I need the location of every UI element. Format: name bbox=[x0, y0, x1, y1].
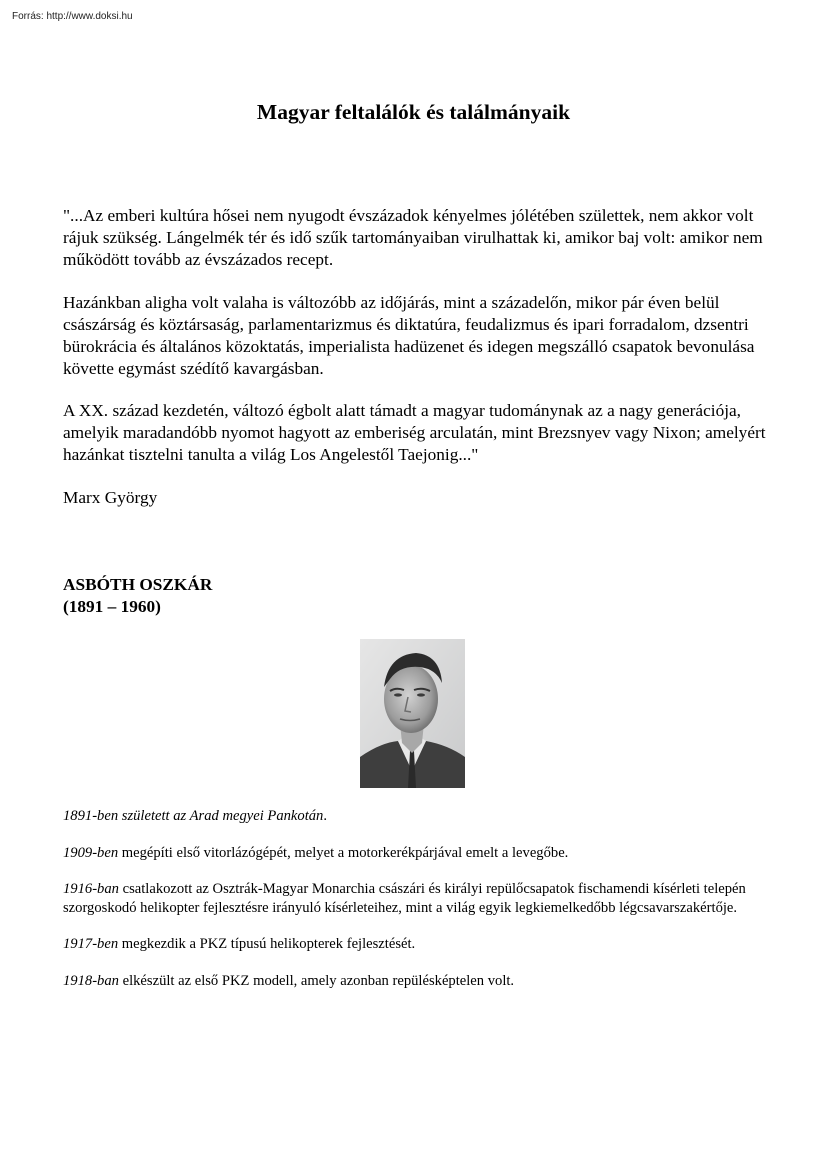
timeline-entry bbox=[63, 880, 763, 917]
portrait-photo-icon bbox=[360, 639, 465, 788]
inventor-portrait bbox=[360, 639, 465, 788]
inventor-timeline bbox=[63, 807, 763, 1008]
timeline-entry bbox=[63, 807, 763, 826]
timeline-year: 1909-ben bbox=[63, 844, 119, 861]
opening-quote bbox=[63, 205, 775, 529]
timeline-text: . bbox=[323, 808, 327, 824]
quote-paragraph: Hazánkban aligha volt valaha is változóbb az időjárás, mint a századelőn, mikor pár éven belül császárság és köztársaság, parlamentarizmus és diktatúra, feudalizmus és ipari forradalom, dzsentri bürokrácia és általános közoktatás, imperialista hadüzenet és idegen megszálló csapatok bevonulása követte egymást szédítő kavargásban. bbox=[63, 292, 755, 378]
timeline-year: 1918-ban bbox=[63, 972, 119, 989]
timeline-text: megépíti első vitorlázógépét, melyet a motorkerékpárjával emelt a levegőbe. bbox=[118, 844, 569, 861]
timeline-year: 1917-ben bbox=[63, 936, 119, 952]
inventor-years: (1891 – 1960) bbox=[63, 597, 161, 616]
timeline-entry bbox=[63, 844, 763, 863]
timeline-entry bbox=[63, 972, 763, 991]
timeline-text: csatlakozott az Osztrák-Magyar Monarchia császári és királyi repülőcsapatok fischamendi kísérleti telepén szorgoskodó helikopter fejlesztésre irányuló kísérleteihez, mint a világ egyik legkiemelkedőbb légcsavarszakértője. bbox=[63, 881, 746, 916]
timeline-text: elkészült az első PKZ modell, amely azonban repülésképtelen volt. bbox=[118, 972, 515, 989]
quote-paragraph: "...Az emberi kultúra hősei nem nyugodt évszázadok kényelmes jólétében születtek, nem akkor volt rájuk szükség. Lángelmék tér és idő szűk tartományaiban virulhattak ki, amikor baj volt: amikor nem működött tovább az évszázados recept. bbox=[63, 206, 763, 269]
timeline-text: megkezdik a PKZ típusú helikopterek fejlesztését. bbox=[118, 936, 416, 952]
source-note: Forrás: http://www.doksi.hu bbox=[12, 11, 133, 22]
quote-paragraph: A XX. század kezdetén, változó égbolt alatt támadt a magyar tudománynak az a nagy generációja, amelyik maradandóbb nyomot hagyott az emberiség arculatán, mint Brezsnyev vagy Nixon; amelyért hazánkat tisztelni tanulta a világ Los Angelestől Taejonig..." bbox=[63, 401, 766, 464]
timeline-entry bbox=[63, 935, 763, 954]
timeline-year: 1916-ban bbox=[63, 881, 119, 897]
inventor-heading bbox=[63, 574, 212, 618]
quote-author: Marx György bbox=[63, 487, 158, 507]
timeline-year: 1891-ben született az Arad megyei Pankotán bbox=[63, 808, 324, 824]
inventor-name: ASBÓTH OSZKÁR bbox=[63, 575, 213, 594]
document-title: Magyar feltalálók és találmányaik bbox=[256, 100, 571, 124]
